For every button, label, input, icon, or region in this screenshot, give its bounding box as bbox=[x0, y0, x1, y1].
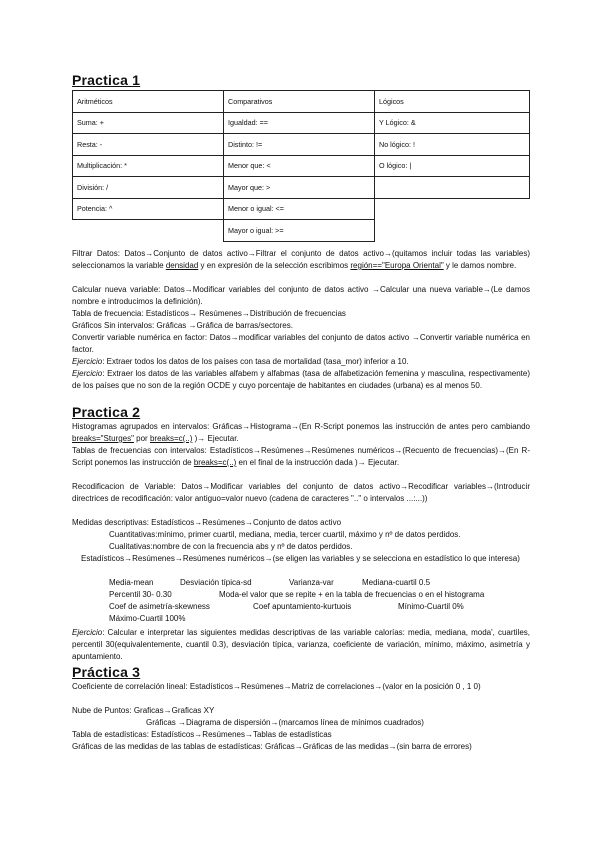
paragraph-ejercicio-1: Ejercicio: Extraer todos los datos de los países con tasa de mortalidad (tasa_mor) inferior a 10. bbox=[72, 357, 409, 366]
measure-desviacion: Desviación típica-sd bbox=[180, 578, 252, 587]
paragraph-tablas-intervalos: Tablas de frecuencias con intervalos: Estadísticos→Resúmenes→Resúmenes numéricos→(Recuento de frecuencias)→(En R-Script ponemos las instrucción de breaks=c(..) en el final de la instrucción dada )→ Ejecutar. bbox=[72, 446, 530, 467]
practica-1-title: Practica 1 bbox=[72, 72, 141, 88]
table-cell: Multiplicación: * bbox=[73, 155, 224, 177]
paragraph-tabla-frecuencia: Tabla de frecuencia: Estadísticos→ Resúmenes→Distribución de frecuencias bbox=[72, 309, 346, 318]
paragraph-medidas: Medidas descriptivas: Estadísticos→Resúmenes→Conjunto de datos activo bbox=[72, 518, 342, 527]
table-cell: Igualdad: == bbox=[224, 112, 375, 134]
table-cell: Menor que: < bbox=[224, 155, 375, 177]
table-cell bbox=[375, 177, 530, 199]
table-cell: Menor o igual: <= bbox=[224, 198, 375, 220]
table-cell: Y Lógico: & bbox=[375, 112, 530, 134]
paragraph-convertir: Convertir variable numérica en factor: Datos→modificar variables del conjunto de datos activo →Convertir variable numérica en factor. bbox=[72, 333, 530, 354]
table-header-row bbox=[73, 91, 530, 113]
table-cell: Mayor que: > bbox=[224, 177, 375, 199]
table-cell: Mayor o igual: >= bbox=[224, 220, 375, 242]
table-cell bbox=[375, 220, 530, 242]
table-cell: O lógico: | bbox=[375, 155, 530, 177]
line-cualitativas: Cualitativas:nombre de con la frecuencia abs y nº de datos perdidos. bbox=[109, 542, 353, 551]
paragraph-nube: Nube de Puntos: Graficas→Graficas XY bbox=[72, 706, 215, 715]
operators-table bbox=[72, 90, 530, 242]
paragraph-tabla-estadisticas: Tabla de estadísticas: Estadísticos→Resúmenes→Tablas de estadísticas bbox=[72, 730, 332, 739]
table-cell: División: / bbox=[73, 177, 224, 199]
paragraph-graficas-medidas: Gráficas de las medidas de las tablas de estadísticas: Gráficas→Gráficas de las medidas→(sin barra de errores) bbox=[72, 742, 472, 751]
practica-3-title: Práctica 3 bbox=[72, 664, 141, 680]
table-row bbox=[73, 198, 530, 220]
measure-varianza: Varianza-var bbox=[289, 578, 334, 587]
measure-mediana: Mediana-cuartil 0.5 bbox=[362, 578, 431, 587]
table-cell: Resta: - bbox=[73, 134, 224, 156]
table-row bbox=[73, 155, 530, 177]
paragraph-histogramas: Histogramas agrupados en intervalos: Gráficas→Histograma→(En R-Script ponemos las instrucción de antes pero cambiando breaks="Sturges" por breaks=c(..) )→ Ejecutar. bbox=[72, 422, 530, 443]
table-row bbox=[73, 112, 530, 134]
table-cell: Lógicos bbox=[375, 91, 530, 113]
measure-asimetria: Coef de asimetría-skewness bbox=[109, 602, 210, 611]
measure-media: Media-mean bbox=[109, 578, 154, 587]
paragraph-ejercicio-2: Ejercicio: Extraer los datos de las variables alfabem y alfabmas (tasa de alfabetización femenina y masculina, respectivamente) de los países que no son de la región OCDE y cuyo porcentaje de habitantes en ciudades (urbana) es al menos 50. bbox=[72, 369, 530, 390]
paragraph-filtrar: Filtrar Datos: Datos→Conjunto de datos activo→Filtrar el conjunto de datos activo→(quitamos incluir todas las variables) seleccionamos la variable densidad y en expresión de la selección escribimos región=="Europa Oriental" y le damos nombre. bbox=[72, 249, 530, 270]
table-cell: Comparativos bbox=[224, 91, 375, 113]
table-cell: Distinto: != bbox=[224, 134, 375, 156]
table-row bbox=[73, 177, 530, 199]
practica-2-title: Practica 2 bbox=[72, 404, 141, 420]
measure-maximo: Máximo-Cuartil 100% bbox=[109, 614, 186, 623]
paragraph-graficos: Gráficos Sin intervalos: Gráficas →Gráfica de barras/sectores. bbox=[72, 321, 293, 330]
line-diagrama: Gráficas →Diagrama de dispersión→(marcamos línea de mínimos cuadrados) bbox=[146, 718, 424, 727]
measure-moda: Moda-el valor que se repite + en la tabla de frecuencias o en el histograma bbox=[219, 590, 485, 599]
table-cell: Aritméticos bbox=[73, 91, 224, 113]
paragraph-estadisticos: Estadísticos→Resúmenes→Resúmenes numéricos→(se eligen las variables y se selecciona en estadístico lo que interesa) bbox=[81, 554, 520, 563]
measure-percentil: Percentil 30- 0.30 bbox=[109, 590, 172, 599]
line-cuantitativas: Cuantitativas:mínimo, primer cuartil, mediana, media, tercer cuartil, máximo y nº de datos perdidos. bbox=[109, 530, 461, 539]
paragraph-recodificacion: Recodificacion de Variable: Datos→Modificar variables del conjunto de datos activo→Recodificar variables→(Introducir directrices de recodificación: valor antiguo=valor nuevo (cadena de caracteres ".." o intervalos ...:...)) bbox=[72, 482, 530, 503]
table-row bbox=[73, 134, 530, 156]
paragraph-coeficiente: Coeficiente de correlación lineal: Estadísticos→Resúmenes→Matriz de correlaciones→(valor en la posición 0 , 1 0) bbox=[72, 682, 481, 691]
table-row bbox=[73, 220, 530, 242]
paragraph-ejercicio-p2: Ejercicio: Calcular e interpretar las siguientes medidas descriptivas de las variable calorías: media, mediana, moda', cuartiles, percentil 30(equivalentemente, cuantil 0.3), desviación típica, varianza, coeficiente de variación, mínimo, máximo, asimetría y apuntamiento. bbox=[72, 628, 530, 661]
paragraph-calcular: Calcular nueva variable: Datos→Modificar variables del conjunto de datos activo →Calcular una nueva variable→(Le damos nombre e introducimos la definición). bbox=[72, 285, 530, 306]
table-cell: No lógico: ! bbox=[375, 134, 530, 156]
table-cell bbox=[375, 198, 530, 220]
measure-apuntamiento: Coef apuntamiento-kurtuois bbox=[253, 602, 352, 611]
measure-minimo: Mínimo-Cuartil 0% bbox=[398, 602, 464, 611]
table-cell: Suma: + bbox=[73, 112, 224, 134]
table-cell: Potencia: ^ bbox=[73, 198, 224, 220]
table-cell bbox=[73, 220, 224, 242]
